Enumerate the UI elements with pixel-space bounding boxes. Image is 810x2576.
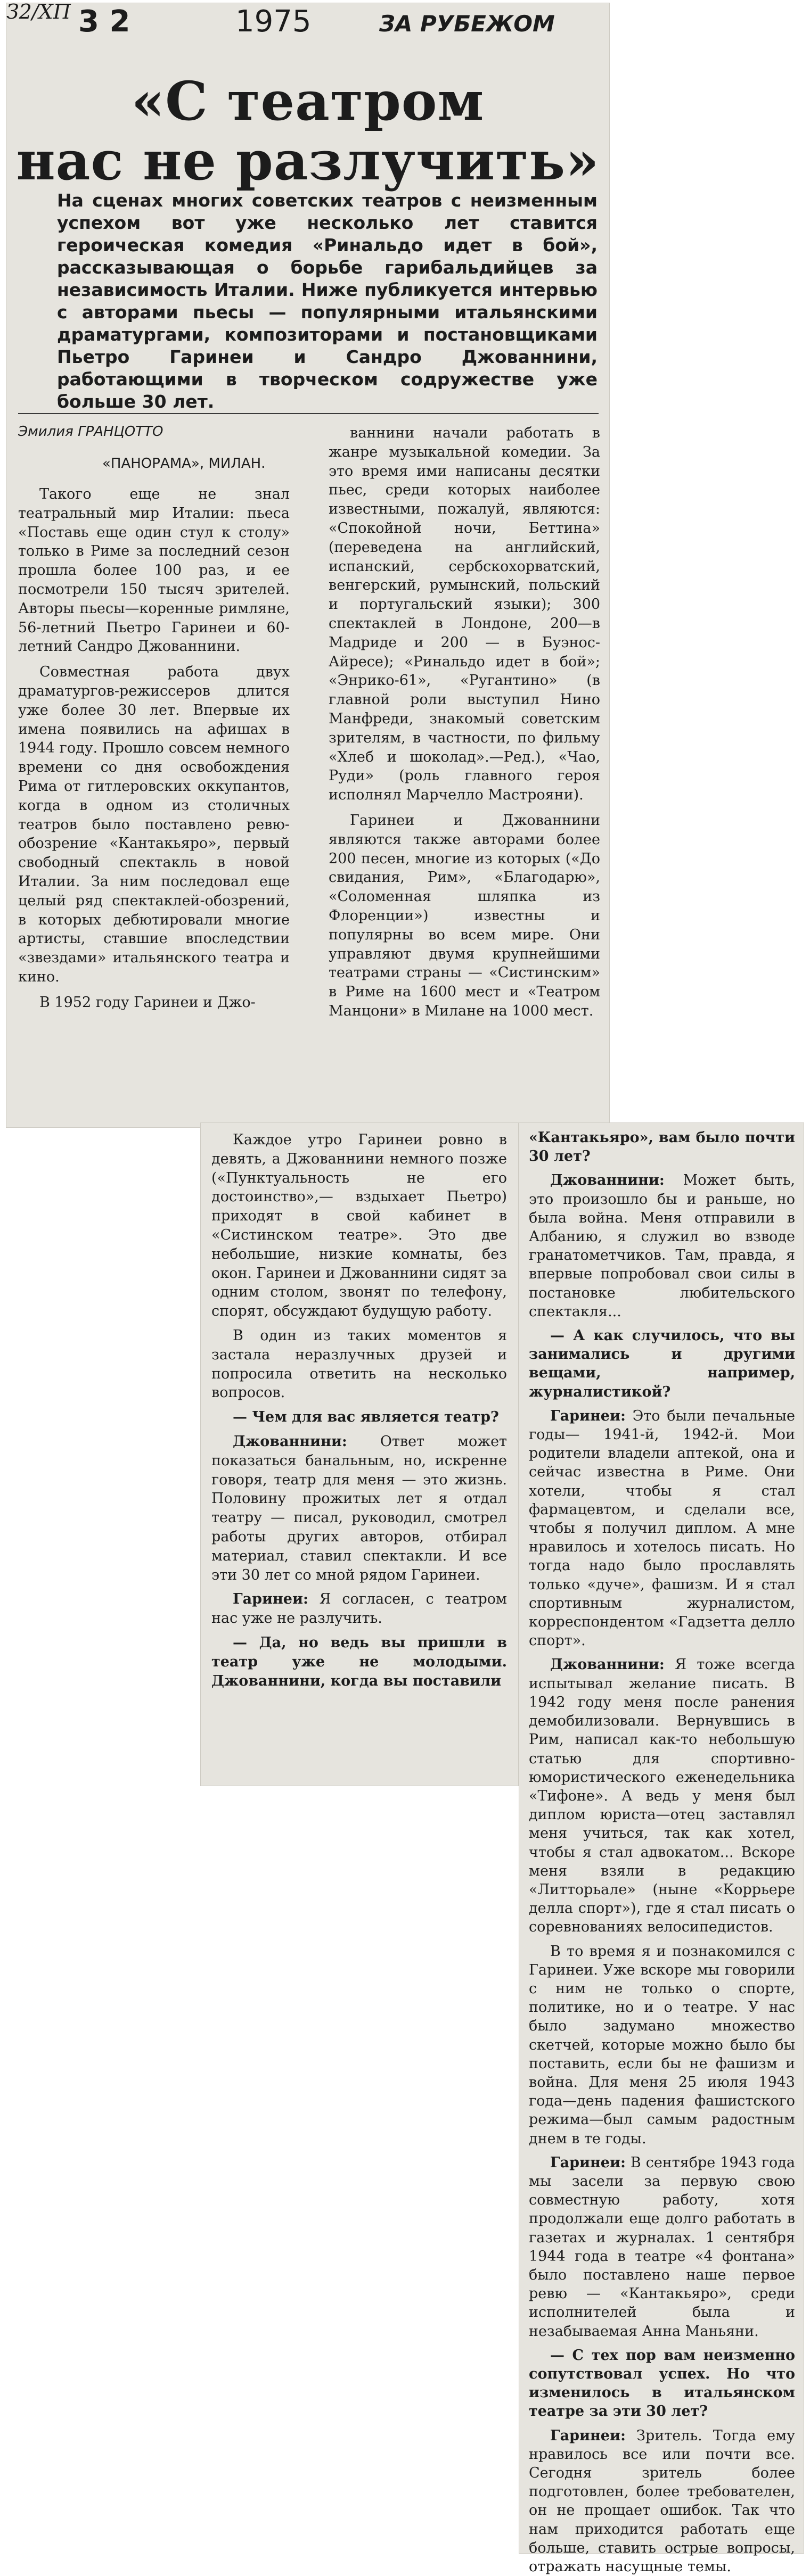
- interview-question: — Чем для вас является театр?: [233, 1409, 499, 1426]
- paragraph: Гаринеи и Джованнини являются также авторами более 200 песен, многие из которых («До свидания, Рим», «Благодарю», «Соломенная шляпка из Флоренции») известны и популярны во всем мире. Они управляют двумя крупнейшими театрами страны — «Систинским» в Риме на 1600 мест и «Театром Манцони» в Милане на 1000 мест.: [329, 812, 600, 1019]
- answer-text: Ответ может показаться банальным, но, искренне говоря, театр для меня — это жизнь. Половину прожитых лет я отдал театру — писал, руководил, смотрел работы других авторов, отбирал материал, ставил спектакли. И все эти 30 лет со мной рядом Гаринеи.: [211, 1433, 507, 1583]
- issue-number: 3 2: [78, 4, 130, 39]
- middle-clipping: [201, 1123, 518, 1786]
- lead-rule: [18, 413, 599, 414]
- paragraph: Совместная работа двух драматургов-режиссеров длится уже более 30 лет. Впервые их имена появились на афишах в 1944 году. Прошло совсем немного времени со дня освобождения Рима от гитлеровских оккупантов, когда в одном из столичных театров было поставлено ревю-обозрение «Кантакьяро», первый свободный спектакль в новой Италии. За ним последовал еще целый ряд спектаклей-обозрений, в которых дебютировали многие артисты, ставшие впоследствии «звездами» итальянского театра и кино.: [18, 664, 290, 985]
- issue-year: 1975: [235, 4, 312, 39]
- text-column-4: [529, 1128, 795, 2576]
- speaker-name: Гаринеи:: [550, 2154, 626, 2171]
- headline-line-1: «С театром: [131, 70, 485, 133]
- lead-paragraph: На сценах многих советских театров с неизменным успехом вот уже несколько лет ставится героическая комедия «Ринальдо идет в бой», рассказывающая о борьбе гарибальдийцев за независимость Италии. Ниже публикуется интервью с авторами пьесы — популярными итальянскими драматургами, композиторами и постановщиками Пьетро Гаринеи и Сандро Джованнини, работающими в творческом содружестве уже больше 30 лет.: [57, 190, 598, 412]
- text-column-1: [18, 485, 290, 1012]
- answer-text: Я тоже всегда испытывал желание писать. В 1942 году меня после ранения демобилизовали. Вернувшись в Рим, написал как-то небольшую статью для спортивно-юмористического еженедельника «Тифоне». А ведь у меня был диплом юриста—отец заставлял меня учиться, так как хотел, чтобы я стал адвокатом... Вскоре меня взяли в редакцию «Литторьале» (ныне «Коррьере делла спорт»), где я стал писать о соревнованиях велосипедистов.: [529, 1656, 795, 1936]
- speaker-name: Гаринеи:: [550, 1407, 626, 1424]
- interview-answer: [529, 2426, 795, 2576]
- headline-line-2: нас не разлучить»: [16, 129, 600, 192]
- interview-answer: [529, 1655, 795, 1936]
- source-line: «ПАНОРАМА», МИЛАН.: [102, 456, 266, 472]
- interview-answer: [529, 1407, 795, 1650]
- answer-text: Может быть, это произошло бы и раньше, но была война. Меня отправили в Албанию, я служил во взводе гранатометчиков. Там, правда, я впервые попробовал свои силы в постановке любительского спектакля...: [529, 1172, 795, 1320]
- top-clipping: [6, 0, 609, 1127]
- paragraph: В один из таких моментов я застала неразлучных друзей и попросила ответить на несколько вопросов.: [211, 1327, 507, 1401]
- answer-text: В сентябре 1943 года мы засели за первую свою совместную работу, хотя продолжали еще долго работать в газетах и журналах. 1 сентября 1944 года в театре «4 фонтана» было поставлено наше первое ревю — «Кантакьяро», среди исполнителей была и незабываемая Анна Маньяни.: [529, 2154, 795, 2340]
- interview-answer: [529, 2153, 795, 2341]
- paragraph: Каждое утро Гаринеи ровно в девять, а Джованнини немного позже («Пунктуальность не его достоинство»,— вздыхает Пьетро) приходят в свой кабинет в «Систинском театре». Это две небольшие, низкие комнаты, без окон. Гаринеи и Джованнини сидят за одним столом, звонят по телефону, спорят, обсуждают будущую работу.: [211, 1132, 507, 1320]
- interview-question: — Да, но ведь вы пришли в театр уже не молодыми. Джованнини, когда вы поставили: [211, 1634, 507, 1689]
- speaker-name: Джованнини:: [550, 1172, 665, 1189]
- paragraph: Такого еще не знал театральный мир Италии: пьеса «Поставь еще один стул к столу» только в Риме за последний сезон прошла более 100 раз, и ее посмотрели 150 тысяч зрителей. Авторы пьесы—коренные римляне, 56-летний Пьетро Гаринеи и 60-летний Сандро Джованнини.: [18, 486, 290, 655]
- text-column-3: [211, 1130, 507, 1690]
- interview-question: — С тех пор вам неизменно сопутствовал успех. Но что изменилось в итальянском театре за эти 30 лет?: [529, 2347, 795, 2420]
- interview-question: — А как случилось, что вы занимались и другими вещами, например, журналистикой?: [529, 1327, 795, 1400]
- paragraph: ваннини начали работать в жанре музыкальной комедии. За это время ими написаны десятки пьес, среди которых наиболее известными, пожалуй, являются: «Спокойной ночи, Беттина» (переведена на английский, испанский, сербскохорватский, венгерский, румынский, польский и португальский языки); 300 спектаклей в Лондоне, 200—в Мадриде и 200 — в Буэнос-Айресе); «Ринальдо идет в бой»; «Энрико-61», «Ругантино» (в главной роли выступил Нино Манфреди, знакомый советским зрителям, в частности, по фильму «Хлеб и шоколад».—Ред.), «Чао, Руди» (роль главного героя исполнял Марчелло Мастрояни).: [329, 425, 600, 804]
- speaker-name: Джованнини:: [233, 1433, 347, 1450]
- answer-text: Это были печальные годы— 1941-й, 1942-й. Мои родители владели аптекой, она и сейчас известна в Риме. Они хотели, чтобы я стал фармацевтом, и сделали все, чтобы я получил диплом. А мне нравилось и хотелось писать. Но тогда надо было прославлять только «дуче», фашизм. И я стал спортивным журналистом, корреспондентом «Гадзетта делло спорт».: [529, 1407, 795, 1649]
- interview-answer: [211, 1432, 507, 1584]
- interview-answer: [529, 1171, 795, 1321]
- text-column-2: [329, 424, 600, 1021]
- section-label: ЗА РУБЕЖОМ: [379, 11, 555, 37]
- author-byline: Эмилия ГРАНЦОТТО: [18, 424, 163, 440]
- right-clipping: [519, 1123, 804, 2575]
- interview-question: «Кантакьяро», вам было почти 30 лет?: [529, 1129, 795, 1165]
- speaker-name: Джованнини:: [550, 1656, 665, 1673]
- speaker-name: Гаринеи:: [550, 2427, 626, 2444]
- answer-text: Я согласен, с театром нас уже не разлучить.: [211, 1591, 507, 1627]
- answer-text: Зритель. Тогда ему нравилось все или почти все. Сегодня зритель более подготовлен, более требователен, он не прощает ошибок. Так что нам приходится работать еще больше, ставить острые вопросы, отражать насущные темы.: [529, 2427, 795, 2575]
- handwritten-note: З2/ХП: [6, 0, 71, 23]
- paragraph: В 1952 году Гаринеи и Джо-: [39, 994, 256, 1011]
- interview-answer: [211, 1590, 507, 1628]
- paragraph: В то время я и познакомился с Гаринеи. Уже вскоре мы говорили с ним не только о спорте, политике, но и о театре. У нас было задумано множество скетчей, которые можно было бы поставить, если бы не фашизм и война. Для меня 25 июля 1943 года—день падения фашистского режима—был самым радостным днем в те годы.: [529, 1943, 795, 2147]
- speaker-name: Гаринеи:: [233, 1591, 308, 1608]
